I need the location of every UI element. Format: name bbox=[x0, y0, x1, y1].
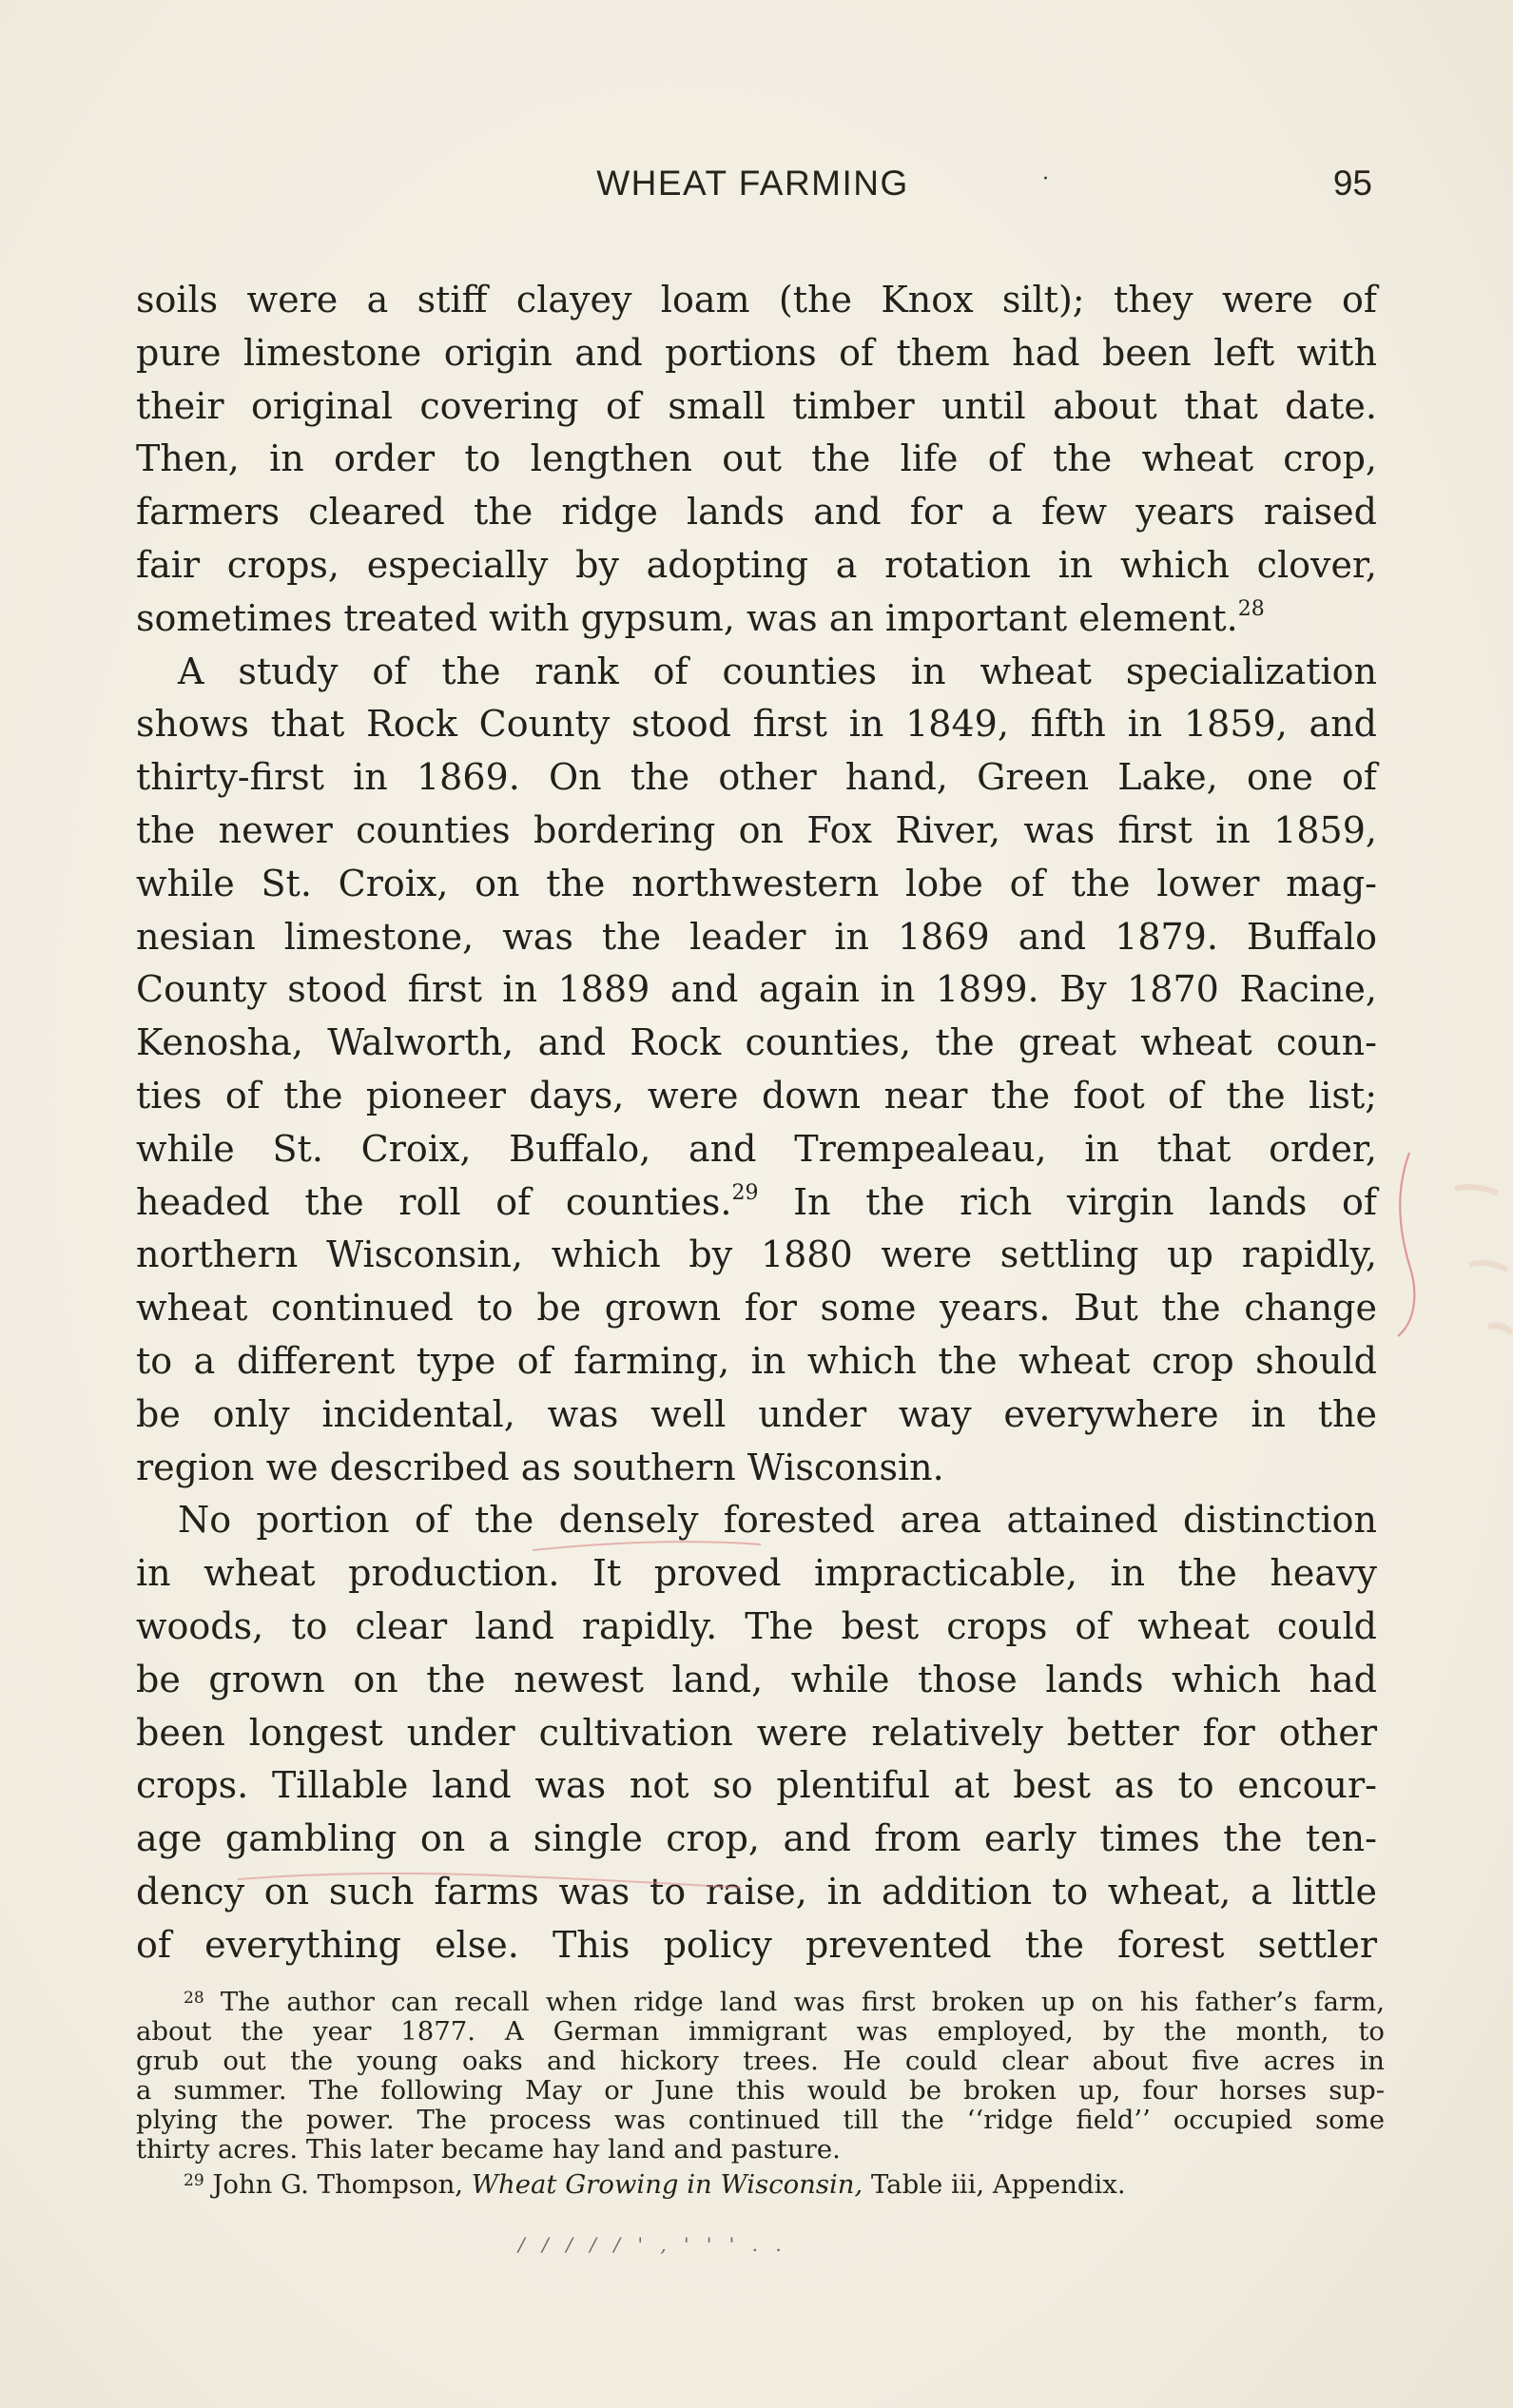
line-text: been longest under cultivation were relatively better for other bbox=[136, 1711, 1377, 1754]
footnote-line: grub out the young oaks and hickory trees. He could clear about five acres in bbox=[136, 2046, 1385, 2076]
footnote-line: about the year 1877. A German immigrant was employed, by the month, to bbox=[136, 2016, 1385, 2047]
line-text: headed the roll of counties. bbox=[136, 1180, 732, 1223]
line-text: their original covering of small timber until about that date. bbox=[136, 384, 1377, 427]
line-text: dency on such farms was to raise, in addition to wheat, a little bbox=[136, 1870, 1377, 1913]
line-text: while St. Croix, Buffalo, and Trempealeau, in that order, bbox=[136, 1127, 1377, 1170]
pencil-bleed-mark bbox=[1469, 1263, 1507, 1270]
pencil-underline-mark bbox=[238, 1874, 742, 1888]
line-text: fair crops, especially by adopting a rotation in which clover, bbox=[136, 543, 1377, 586]
line-text: ties of the pioneer days, were down near the foot of the list; bbox=[136, 1074, 1377, 1117]
footnote-reference: 28 bbox=[1237, 596, 1265, 621]
line-text: thirty-first in 1869. On the other hand, Green Lake, one of bbox=[136, 756, 1377, 799]
line-text: while St. Croix, on the northwestern lobe of the lower mag- bbox=[136, 862, 1377, 904]
line-text: in wheat production. It proved impracticable, in the heavy bbox=[136, 1552, 1377, 1595]
line-text: soils were a stiff clayey loam (the Knox silt); they were of bbox=[136, 279, 1377, 320]
line-text: nesian limestone, was the leader in 1869 and 1879. Buffalo bbox=[136, 915, 1377, 958]
line-text: northern Wisconsin, which by 1880 were settling up rapidly, bbox=[136, 1233, 1377, 1276]
footnote-text: Table iii, Appendix. bbox=[863, 2169, 1126, 2200]
footnote-line: thirty acres. This later became hay land and pasture. bbox=[136, 2134, 841, 2165]
pencil-underline-mark bbox=[533, 1542, 761, 1550]
line-text: the newer counties bordering on Fox River, was first in 1859, bbox=[136, 808, 1377, 851]
line-text: sometimes treated with gypsum, was an important element. bbox=[136, 596, 1238, 639]
line-text: woods, to clear land rapidly. The best crops of wheat could bbox=[136, 1604, 1377, 1647]
line-text: Then, in order to lengthen out the life of the wheat crop, bbox=[136, 437, 1377, 480]
footnote-mark: 29 bbox=[184, 2171, 204, 2190]
line-text: farmers cleared the ridge lands and for a few years raised bbox=[136, 491, 1377, 534]
pencil-bleed-mark bbox=[1488, 1326, 1512, 1333]
line-text: In the rich virgin lands of bbox=[758, 1180, 1377, 1223]
footnote-text: John G. Thompson, bbox=[212, 2169, 472, 2200]
footnote-text: The author can recall when ridge land was first broken up on his father’s farm, bbox=[220, 1987, 1385, 2017]
line-text: age gambling on a single crop, and from early times the ten- bbox=[136, 1817, 1377, 1860]
line-text: Kenosha, Walworth, and Rock counties, the great wheat coun- bbox=[136, 1021, 1377, 1064]
line-text: be only incidental, was well under way everywhere in the bbox=[136, 1392, 1377, 1435]
line-text: region we described as southern Wisconsin. bbox=[136, 1446, 944, 1488]
footnote-title-italic: Wheat Growing in Wisconsin, bbox=[471, 2169, 863, 2200]
footnote-reference: 29 bbox=[731, 1180, 759, 1205]
footnote-line: a summer. The following May or June this would be broken up, four horses sup- bbox=[136, 2075, 1385, 2106]
line-text: crops. Tillable land was not so plentiful at best as to encour- bbox=[136, 1764, 1377, 1807]
pencil-bracket-mark bbox=[1398, 1153, 1414, 1336]
line-text: be grown on the newest land, while those lands which had bbox=[136, 1658, 1377, 1700]
pencil-bleed-mark bbox=[1455, 1187, 1498, 1194]
line-text: pure limestone origin and portions of them had been left with bbox=[136, 331, 1377, 374]
running-title: WHEAT FARMING bbox=[596, 164, 909, 203]
running-head-separator: · bbox=[1042, 167, 1049, 191]
line-text: to a different type of farming, in which the wheat crop should bbox=[136, 1339, 1377, 1382]
line-text: wheat continued to be grown for some years. But the change bbox=[136, 1287, 1377, 1330]
line-text: A study of the rank of counties in wheat specialization bbox=[178, 650, 1377, 692]
line-text: No portion of the densely forested area attained distinction bbox=[178, 1499, 1377, 1542]
faint-pencil-marks: / / / / / ' , ' ' ' . . bbox=[518, 2233, 787, 2256]
line-text: of everything else. This policy prevented the forest settler bbox=[136, 1923, 1377, 1966]
line-text: County stood first in 1889 and again in 1899. By 1870 Racine, bbox=[136, 968, 1377, 1011]
page-number: 95 bbox=[1332, 164, 1372, 203]
footnote-line: plying the power. The process was continued till the ‘‘ridge field’’ occupied some bbox=[136, 2105, 1385, 2135]
footnote-mark: 28 bbox=[184, 1989, 204, 2008]
line-text: shows that Rock County stood first in 1849, fifth in 1859, and bbox=[136, 703, 1377, 746]
